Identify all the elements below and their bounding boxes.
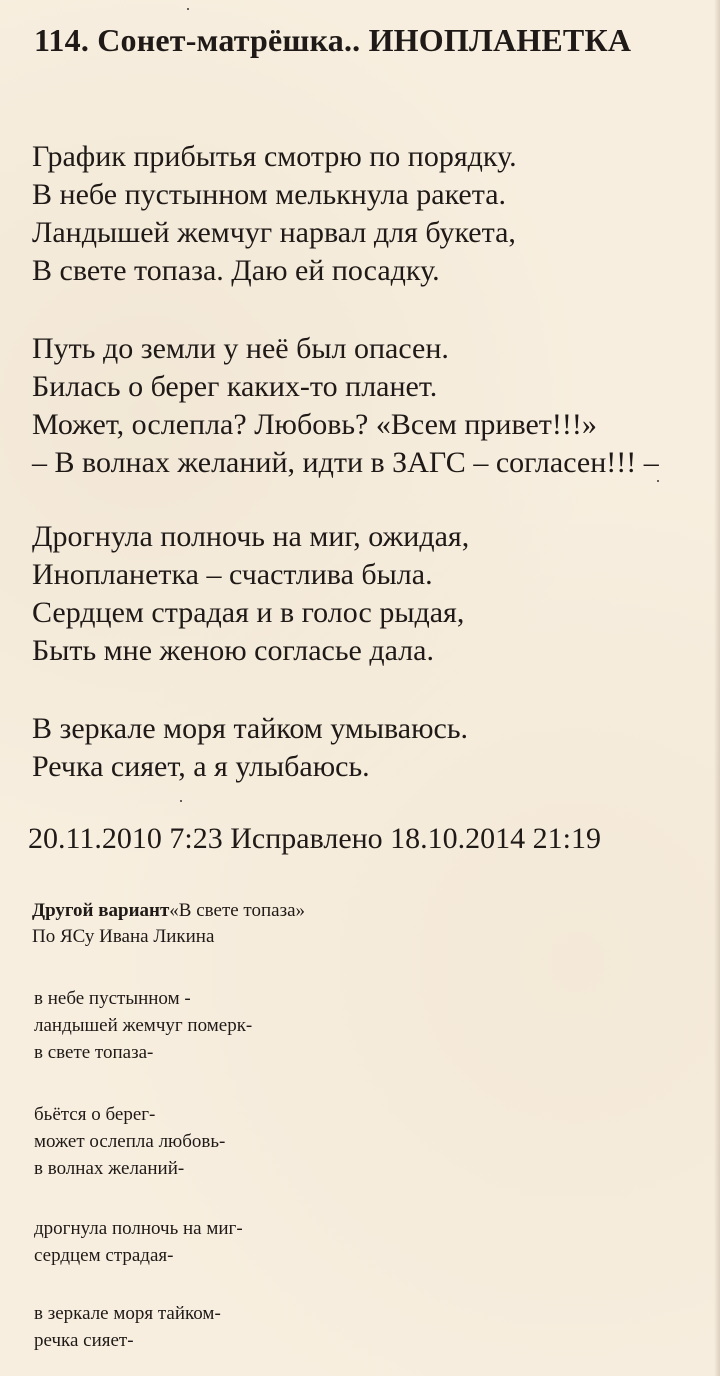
haiku-line: речка сияет- (34, 1330, 134, 1351)
haiku-line: в волнах желаний- (34, 1158, 185, 1179)
stanza-4 (32, 710, 468, 786)
haiku-line: может ослепла любовь- (34, 1131, 226, 1152)
poem-line: В небе пустынном мелькнула ракета. (32, 178, 507, 211)
poem-line: График прибытья смотрю по порядку. (32, 140, 517, 173)
variant-label (32, 898, 305, 924)
poem-line: Ландышей жемчуг нарвал для букета, (32, 216, 516, 249)
poem-line: Дрогнула полночь на миг, ожидая, (32, 520, 470, 553)
poem-line: В свете топаза. Даю ей посадку. (32, 254, 440, 287)
haiku-line: ландышей жемчуг померк- (34, 1015, 253, 1036)
poem-line: Речка сияет, а я улыбаюсь. (32, 750, 370, 783)
haiku-1 (34, 985, 252, 1066)
poem-line: Быть мне женою согласье дала. (32, 634, 434, 667)
page-edge-shadow (714, 0, 720, 1376)
scan-speck (187, 8, 189, 10)
poem-line: В зеркале моря тайком умываюсь. (32, 712, 468, 745)
haiku-2 (34, 1101, 225, 1182)
poem-title: 114. Сонет-матрёшка.. ИНОПЛАНЕТКА (34, 22, 632, 58)
poem-line: Билась о берег каких-то планет. (32, 370, 438, 403)
haiku-line: сердцем страдая- (34, 1245, 174, 1266)
scan-speck (657, 480, 659, 482)
haiku-line: в небе пустынном - (34, 988, 191, 1009)
haiku-line: дрогнула полночь на миг- (34, 1218, 243, 1239)
poem-line: Инопланетка – счастлива была. (32, 558, 433, 591)
variant-label-title: «В свете топаза» (169, 900, 306, 921)
haiku-line: бьётся о берег- (34, 1104, 156, 1125)
poem-line: – В волнах желаний, идти в ЗАГС – согласен!!! – (32, 446, 659, 479)
haiku-3 (34, 1215, 243, 1269)
haiku-4 (34, 1300, 221, 1354)
variant-label-bold: Другой вариант (32, 900, 170, 921)
variant-subtitle: По ЯСу Ивана Ликина (32, 926, 215, 947)
variant-header (32, 898, 305, 950)
poem-line: Сердцем страдая и в голос рыдая, (32, 596, 465, 629)
stanza-3 (32, 518, 469, 670)
haiku-line: в зеркале моря тайком- (34, 1303, 221, 1324)
scan-speck (180, 800, 182, 802)
poem-line: Может, ослепла? Любовь? «Всем привет!!!» (32, 408, 597, 441)
stanza-2 (32, 330, 659, 482)
date-line: 20.11.2010 7:23 Исправлено 18.10.2014 21:19 (28, 822, 602, 855)
haiku-line: в свете топаза- (34, 1042, 154, 1063)
poem-line: Путь до земли у неё был опасен. (32, 332, 449, 365)
stanza-1 (32, 138, 517, 290)
